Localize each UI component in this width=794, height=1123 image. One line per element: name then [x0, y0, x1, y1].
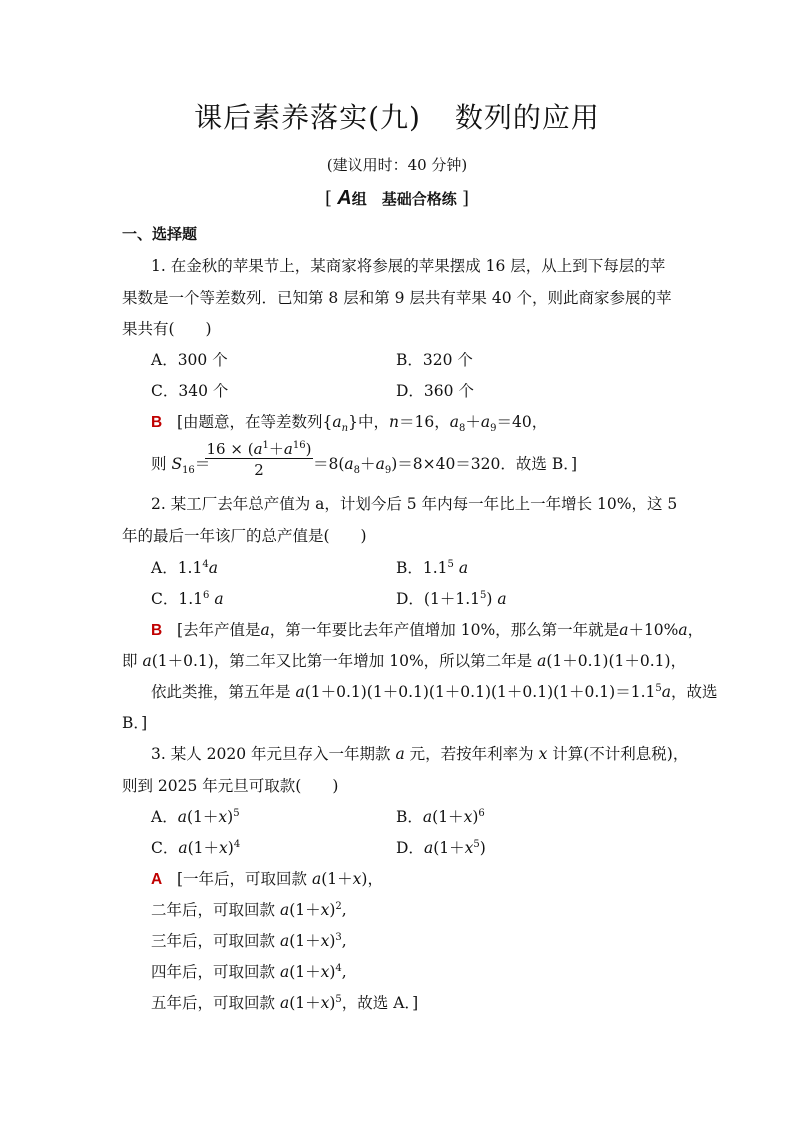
fraction-denominator: 2	[254, 461, 264, 479]
q2-sol-text: 依此类推，第五年是	[151, 683, 296, 701]
q2-answer: B	[151, 622, 163, 639]
q1-line3: 果共有( )	[122, 320, 212, 338]
q2-sol-text: ＋10%	[628, 621, 679, 639]
q2-line2: 年的最后一年该厂的总产值是( )	[122, 527, 367, 545]
title-part1: 课后素养落实(九)	[194, 101, 421, 134]
q2-opt-text: A．1.1	[151, 559, 203, 577]
q3-text: 3. 某人 2020 年元旦存入一年期款	[151, 745, 396, 763]
q3-text: 计算(不计利息税)，	[547, 745, 689, 763]
q1-sol-text: 16 ×	[206, 440, 243, 458]
q1-sol-text: )＝8×40＝320．故选 B．]	[391, 455, 578, 473]
q2-sol-text: ，	[687, 621, 704, 639]
q1-sol-text: ＝	[194, 455, 211, 473]
q3-opt-text: B．	[396, 808, 423, 826]
q1-solution-line2-left: 则 $S_{16}=$	[151, 455, 211, 477]
q2-sol-text: ，第一年要比去年产值增加 10%，那么第一年就是	[269, 621, 620, 639]
q1-line2: 果数是一个等差数列．已知第 8 层和第 9 层共有苹果 40 个，则此商家参展的苹	[122, 289, 672, 307]
page-title	[0, 96, 794, 136]
q1-sol-text: 则	[151, 455, 172, 473]
q3-line1: 3. 某人 2020 年元旦存入一年期款 a 元，若按年利率为 x 计算(不计利息税)，	[151, 745, 689, 763]
fraction-numerator: $16 \times (a^1+a^{16})$	[206, 440, 312, 458]
group-label	[0, 187, 794, 210]
group-left-bracket: [	[325, 188, 333, 209]
q1-sol-text: ＝40，	[496, 413, 548, 431]
q3-sol-text: 五年后，可取回款	[151, 994, 280, 1012]
q2-opt-text: D．(1＋1.1	[396, 590, 480, 608]
q3-sol-text: 四年后，可取回款	[151, 963, 280, 981]
q2-line1: 2. 某工厂去年总产值为 a，计划今后 5 年内每一年比上一年增长 10%，这 5	[151, 495, 678, 513]
q1-option-d: D．360 个	[396, 382, 474, 400]
q3-answer: A	[151, 871, 163, 888]
q2-sol-text: (1＋0.1)(1＋0.1)，	[546, 652, 687, 670]
q2-option-b: B．$1.1^5$ a	[396, 558, 469, 577]
q2-solution-line2: 即 a(1＋0.1)，第二年又比第一年增加 10%，所以第二年是 a(1＋0.1)(1＋0.1)，	[122, 652, 687, 670]
q2-sol-text: (1＋0.1)(1＋0.1)(1＋0.1)(1＋0.1)(1＋0.1)＝1.1	[304, 683, 656, 701]
q3-option-a: A．$a(1+x)^5$	[151, 807, 240, 826]
q3-opt-text: A．	[151, 808, 178, 826]
q3-sol-text: ，故选 A．]	[341, 994, 419, 1012]
q1-answer: B	[151, 414, 163, 431]
q1-solution-line1: B [由题意，在等差数列$\{a_n\}$中，n＝16，$a_8+a_9=40$，	[151, 413, 548, 435]
suggested-time: (建议用时：40 分钟)	[326, 156, 468, 174]
q1-sol-text: ＋	[465, 413, 481, 431]
q2-option-d: D．$(1+1.1^5)$ a	[396, 589, 507, 608]
q3-option-c: C．$a(1+x)^4$	[151, 838, 241, 857]
q2-sol-text: (1＋0.1)，第二年又比第一年增加 10%，所以第二年是	[151, 652, 538, 670]
section-heading: 一、选择题	[122, 225, 198, 243]
q3-solution-line2: 二年后，可取回款 $a(1+x)^2$,	[151, 900, 347, 919]
q3-line2: 则到 2025 年元旦可取款( )	[122, 777, 339, 795]
q3-opt-text: C．	[151, 839, 179, 857]
q2-opt-text: C．1.1	[151, 590, 204, 608]
q3-sol-text: [一年后，可取回款	[176, 870, 312, 888]
q3-sol-text: 三年后，可取回款	[151, 932, 280, 950]
q1-line1: 1. 在金秋的苹果节上，某商家将参展的苹果摆成 16 层，从上到下每层的苹	[151, 257, 666, 275]
q1-solution-line2-right: $=8(a_8+a_9)=8\times 40=320$．故选 B．]	[313, 455, 578, 477]
q3-opt-text: D．	[396, 839, 424, 857]
group-title: 组 基础合格练	[351, 190, 457, 208]
q2-option-c: C．$1.1^6$ a	[151, 589, 224, 608]
q3-solution-line4: 四年后，可取回款 $a(1+x)^4$,	[151, 962, 347, 981]
q1-option-c: C．340 个	[151, 382, 229, 400]
q2-opt-text: B．1.1	[396, 559, 448, 577]
q2-sol-text: ，故选	[671, 683, 718, 701]
group-right-bracket: ]	[461, 188, 469, 209]
q3-option-b: B．$a(1+x)^6$	[396, 807, 485, 826]
group-letter: A	[337, 187, 352, 209]
q3-option-d: D．$a(1+x^5)$	[396, 838, 486, 857]
q1-sol-text: }中，	[348, 413, 389, 431]
q1-sol-text: [由题意，在等差数列{	[176, 413, 333, 431]
q3-sol-text: 二年后，可取回款	[151, 901, 280, 919]
q3-text: 元，若按年利率为	[404, 745, 539, 763]
q1-option-b: B．320 个	[396, 351, 473, 369]
q1-sol-text: ＝8(	[313, 455, 345, 473]
q3-solution-line1: A [一年后，可取回款 a(1＋x)，	[151, 870, 383, 888]
q2-solution-line1: B [去年产值是a，第一年要比去年产值增加 10%，那么第一年就是a＋10%a，	[151, 621, 704, 639]
q2-option-a: A．$1.1^4a$	[151, 558, 218, 577]
q2-sol-text: 即	[122, 652, 143, 670]
q1-sol-text: ＝16，	[398, 413, 450, 431]
q1-option-a: A．300 个	[151, 351, 228, 369]
title-part2: 数列的应用	[454, 101, 600, 134]
q1-sol-text: ＋	[360, 455, 376, 473]
q2-solution-line3: 依此类推，第五年是 $a(1+0.1)(1+0.1)(1+0.1)(1+0.1)(1+0.1)=1.1^5a$，故选	[151, 682, 718, 701]
q2-solution-line4: B．]	[122, 714, 148, 732]
fraction-bar	[205, 458, 313, 459]
q2-sol-text: [去年产值是	[176, 621, 261, 639]
q3-solution-line3: 三年后，可取回款 $a(1+x)^3$,	[151, 931, 347, 950]
q3-solution-line5: 五年后，可取回款 $a(1+x)^5$，故选 A．]	[151, 993, 419, 1012]
